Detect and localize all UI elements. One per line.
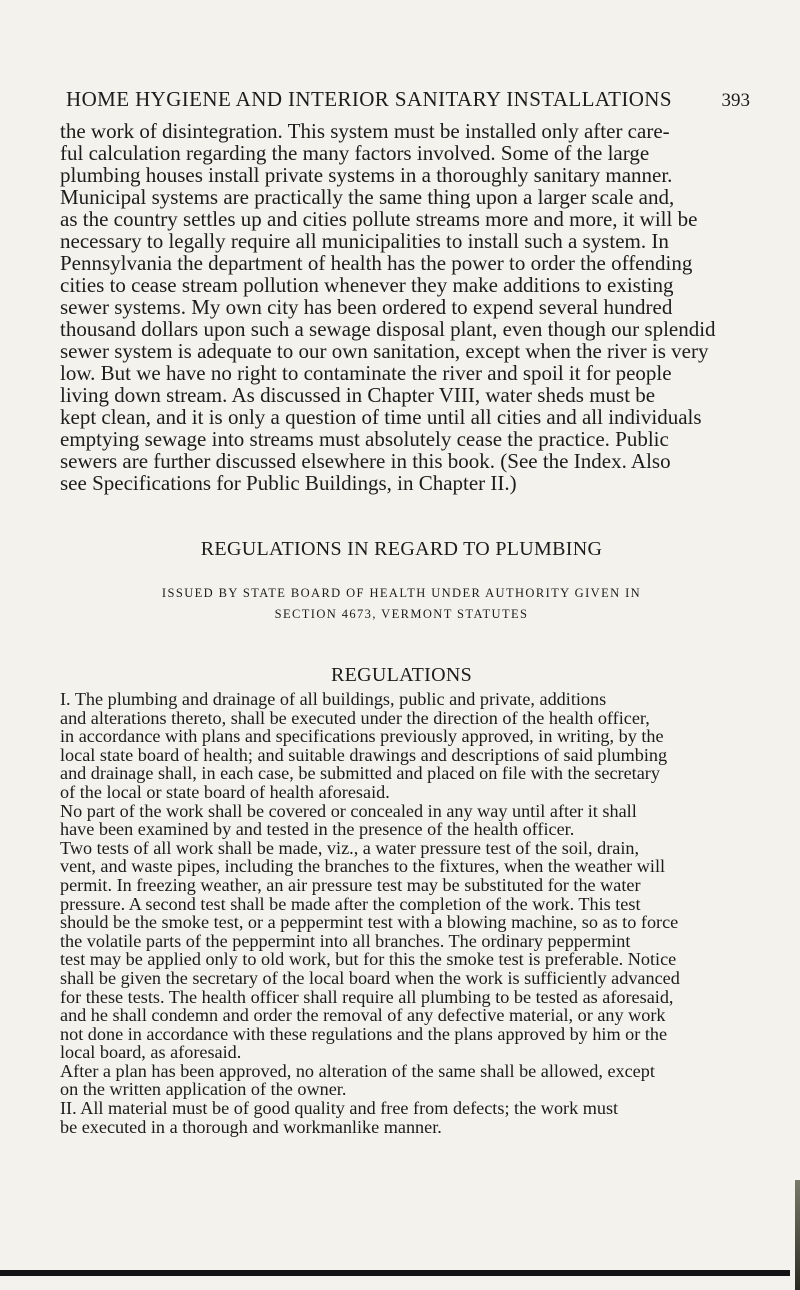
page-number: 393 bbox=[721, 90, 750, 111]
scan-edge-shadow bbox=[795, 1180, 800, 1290]
running-head bbox=[60, 86, 750, 116]
scan-border-bar bbox=[0, 1270, 790, 1276]
section-subheading: ISSUED BY STATE BOARD OF HEALTH UNDER AUTHORITY GIVEN IN SECTION 4673, VERMONT STATUTES bbox=[161, 586, 642, 621]
regulations-text: I. The plumbing and drainage of all buildings, public and private, additions and alterations thereto, shall be executed under the direction of the health officer, in accordance with plans and specifications previously approved, in writing, by the local state board of health; and suitable drawings and descriptions of said plumbing and drainage shall, in each case, be submitted and placed on file with the secretary of the local or state board of health aforesaid. No part of the work shall be covered or concealed in any way until after it shall have been examined by and tested in the presence of the health officer. Two tests of all work shall be made, viz., a water pressure test of the soil, drain, vent, and waste pipes, including the branches to the fixtures, when the weather will permit. In freezing weather, an air pressure test may be substituted for the water pressure. A second test shall be made after the completion of the work. This test should be the smoke test, or a peppermint test with a blowing machine, so as to force the volatile parts of the peppermint into all branches. The ordinary peppermint test may be applied only to old work, but for this the smoke test is preferable. Notice shall be given the secretary of the local board when the work is sufficiently advanced for these tests. The health officer shall require all plumbing to be tested as aforesaid, and he shall condemn and order the removal of any defective material, or any work not done in accordance with these regulations and the plans approved by him or the local board, as aforesaid. After a plan has been approved, no alteration of the same shall be allowed, except on the written application of the owner. II. All material must be of good quality and free from defects; the work must be executed in a thorough and workmanlike manner. bbox=[60, 689, 680, 1137]
regulations-heading: REGULATIONS bbox=[330, 664, 473, 686]
running-head-title: HOME HYGIENE AND INTERIOR SANITARY INSTALLATIONS bbox=[66, 87, 672, 111]
section-heading: REGULATIONS IN REGARD TO PLUMBING bbox=[200, 538, 603, 560]
body-paragraph: the work of disintegration. This system must be installed only after care- ful calculation regarding the many factors involved. Some of the large plumbing houses install private systems in a thoroughly sanitary manner. Municipal systems are practically the same thing upon a larger scale and, as the country settles up and cities pollute streams more and more, it will be necessary to legally require all municipalities to install such a system. In Pennsylvania the department of health has the power to order the offending cities to cease stream pollution whenever they make additions to existing sewer systems. My own city has been ordered to expend several hundred thousand dollars upon such a sewage disposal plant, even though our splendid sewer system is adequate to our own sanitation, except when the river is very low. But we have no right to contaminate the river and spoil it for people living down stream. As discussed in Chapter VIII, water sheds must be kept clean, and it is only a question of time until all cities and all individuals emptying sewage into streams must absolutely cease the practice. Public sewers are further discussed elsewhere in this book. (See the Index. Also see Specifications for Public Buildings, in Chapter II.) bbox=[60, 119, 716, 495]
